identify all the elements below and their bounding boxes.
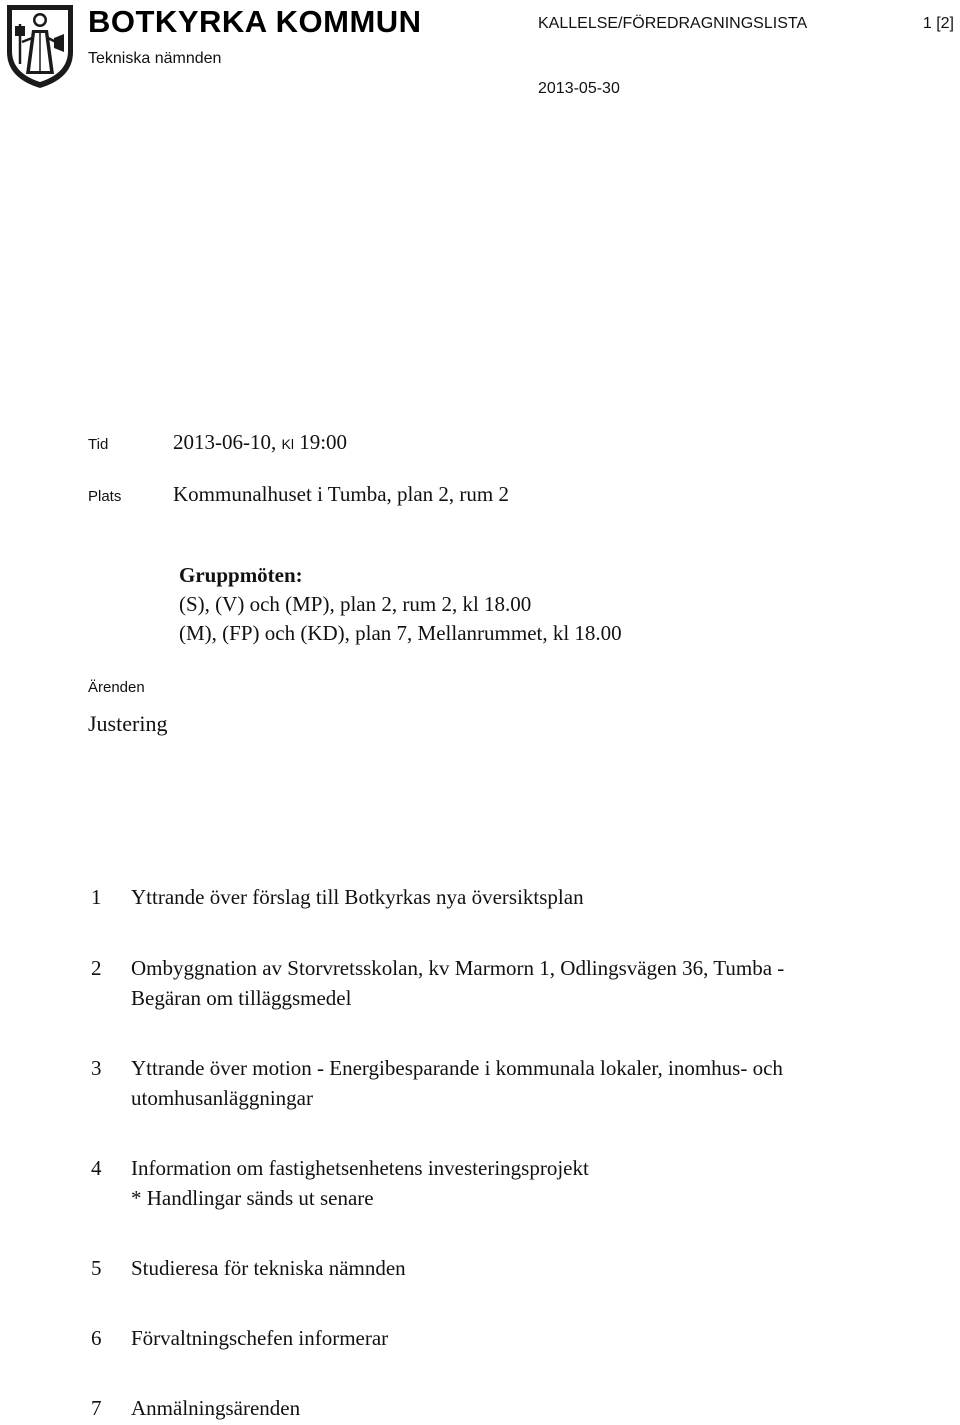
place-value: Kommunalhuset i Tumba, plan 2, rum 2	[173, 482, 509, 506]
agenda-number: 4	[91, 1156, 102, 1180]
agenda-number: 1	[91, 885, 102, 909]
document-date: 2013-05-30	[538, 80, 620, 97]
group-meetings	[179, 561, 622, 648]
document-type: KALLELSE/FÖREDRAGNINGSLISTA	[538, 15, 808, 32]
agenda-number: 7	[91, 1396, 102, 1420]
agenda-text-line: Yttrande över förslag till Botkyrkas nya översiktsplan	[131, 885, 584, 909]
time-hour: 19:00	[299, 430, 348, 454]
organization-name: BOTKYRKA KOMMUN	[88, 4, 422, 39]
agenda-text-line: Studieresa för tekniska nämnden	[131, 1256, 406, 1280]
time-kl: Kl	[281, 436, 294, 452]
agenda-number: 5	[91, 1256, 102, 1280]
justering-heading: Justering	[88, 711, 168, 736]
agenda-number: 3	[91, 1056, 102, 1080]
agenda-text-line: Information om fastighetsenhetens investeringsprojekt	[131, 1156, 589, 1180]
time-date: 2013-06-10,	[173, 430, 277, 454]
group-meetings-title: Gruppmöten:	[179, 563, 303, 587]
agenda-text-line: Anmälningsärenden	[131, 1396, 301, 1420]
municipality-crest-icon	[4, 2, 76, 90]
agenda-text-line: * Handlingar sänds ut senare	[131, 1186, 374, 1210]
group-meeting-line: (M), (FP) och (KD), plan 7, Mellanrummet, kl 18.00	[179, 621, 622, 645]
place-label: Plats	[88, 488, 122, 505]
agenda-text-line: Förvaltningschefen informerar	[131, 1326, 389, 1350]
committee-name: Tekniska nämnden	[88, 50, 222, 67]
time-value	[173, 430, 347, 455]
time-label: Tid	[88, 436, 109, 453]
agenda-text-line: Ombyggnation av Storvretsskolan, kv Marmorn 1, Odlingsvägen 36, Tumba -	[131, 956, 785, 980]
agenda-number: 2	[91, 956, 102, 980]
agenda-number: 6	[91, 1326, 102, 1350]
agenda-text-line: Yttrande över motion - Energibesparande i kommunala lokaler, inomhus- och	[131, 1056, 783, 1080]
agenda-text-line: utomhusanläggningar	[131, 1086, 313, 1110]
agenda-text-line: Begäran om tilläggsmedel	[131, 986, 352, 1010]
page-number: 1 [2]	[922, 15, 954, 32]
group-meeting-line: (S), (V) och (MP), plan 2, rum 2, kl 18.00	[179, 592, 532, 616]
arenden-label: Ärenden	[88, 679, 145, 696]
